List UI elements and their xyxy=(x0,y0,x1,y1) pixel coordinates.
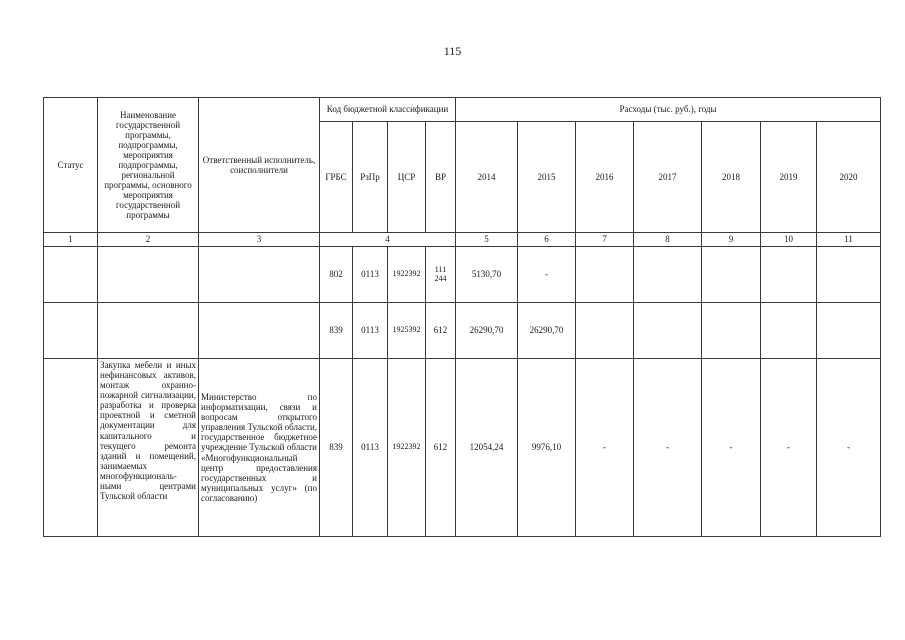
row-grbs: 802 xyxy=(320,247,353,303)
column-number: 4 xyxy=(320,233,456,247)
column-number: 6 xyxy=(518,233,576,247)
column-number: 2 xyxy=(98,233,199,247)
row-executor xyxy=(199,303,320,359)
column-number: 9 xyxy=(702,233,761,247)
header-expenses: Расходы (тыс. руб.), годы xyxy=(456,98,881,122)
row-rzpr: 0113 xyxy=(353,247,388,303)
header-year-2015: 2015 xyxy=(518,122,576,233)
table-row xyxy=(44,359,881,537)
header-year-2019: 2019 xyxy=(761,122,817,233)
header-rzpr: РзПр xyxy=(353,122,388,233)
row-rzpr: 0113 xyxy=(353,303,388,359)
header-year-2017: 2017 xyxy=(634,122,702,233)
row-value-2019: - xyxy=(761,359,817,537)
row-status xyxy=(44,247,98,303)
column-number: 3 xyxy=(199,233,320,247)
row-value-2017: - xyxy=(634,359,702,537)
page-number: 115 xyxy=(443,44,462,58)
header-year-2016: 2016 xyxy=(576,122,634,233)
row-value-2017 xyxy=(634,303,702,359)
row-value-2018 xyxy=(702,303,761,359)
row-value-2020: - xyxy=(817,359,881,537)
header-status: Статус xyxy=(44,98,98,233)
row-value-2019 xyxy=(761,303,817,359)
row-value-2019 xyxy=(761,247,817,303)
header-executor: Ответственный исполнитель, соисполнители xyxy=(199,98,320,233)
row-value-2015: 26290,70 xyxy=(518,303,576,359)
header-year-2018: 2018 xyxy=(702,122,761,233)
row-value-2020 xyxy=(817,303,881,359)
header-year-2014: 2014 xyxy=(456,122,518,233)
row-name: Закупка мебели и иных нефинансовых активов, монтаж охранно-пожарной сигнализации, разработка и проверка проектной и сметной документации для капитального и текущего ремонта зданий и помещений, занимаемых многофункциональ-ными центрами Тульской области xyxy=(98,359,199,537)
header-year-2020: 2020 xyxy=(817,122,881,233)
row-name xyxy=(98,247,199,303)
row-value-2015: - xyxy=(518,247,576,303)
row-rzpr: 0113 xyxy=(353,359,388,537)
row-value-2016: - xyxy=(576,359,634,537)
column-number: 10 xyxy=(761,233,817,247)
column-number: 1 xyxy=(44,233,98,247)
row-vr: 612 xyxy=(426,303,456,359)
row-status xyxy=(44,303,98,359)
row-executor: Министерство по информатизации, связи и вопросам открытого управления Тульской области, государственное бюджетное учреждение Тульской области «Многофункциональный центр предоставления государственных и муниципальных услуг» (по согласованию) xyxy=(199,359,320,537)
row-value-2018 xyxy=(702,247,761,303)
header-csr: ЦСР xyxy=(388,122,426,233)
row-value-2014: 26290,70 xyxy=(456,303,518,359)
row-csr: 1925392 xyxy=(388,303,426,359)
column-number: 7 xyxy=(576,233,634,247)
row-status xyxy=(44,359,98,537)
row-value-2014: 5130,70 xyxy=(456,247,518,303)
header-program-name: Наименование государственной программы, подпрограммы, мероприятия подпрограммы, региональной программы, основного мероприятия государственной программы xyxy=(98,98,199,233)
column-number: 8 xyxy=(634,233,702,247)
row-vr: 612 xyxy=(426,359,456,537)
row-value-2020 xyxy=(817,247,881,303)
row-name xyxy=(98,303,199,359)
table-row xyxy=(44,247,881,303)
row-vr: 111 244 xyxy=(426,247,456,303)
row-value-2018: - xyxy=(702,359,761,537)
table-row xyxy=(44,303,881,359)
row-value-2016 xyxy=(576,303,634,359)
row-csr: 1922392 xyxy=(388,247,426,303)
row-value-2017 xyxy=(634,247,702,303)
row-value-2014: 12054,24 xyxy=(456,359,518,537)
budget-table xyxy=(43,97,881,537)
header-grbs: ГРБС xyxy=(320,122,353,233)
row-grbs: 839 xyxy=(320,359,353,537)
row-csr: 1922392 xyxy=(388,359,426,537)
header-budget-code: Код бюджетной классификации xyxy=(320,98,456,122)
row-executor xyxy=(199,247,320,303)
column-number: 5 xyxy=(456,233,518,247)
column-number: 11 xyxy=(817,233,881,247)
row-grbs: 839 xyxy=(320,303,353,359)
header-vr: ВР xyxy=(426,122,456,233)
row-value-2015: 9976,10 xyxy=(518,359,576,537)
row-value-2016 xyxy=(576,247,634,303)
